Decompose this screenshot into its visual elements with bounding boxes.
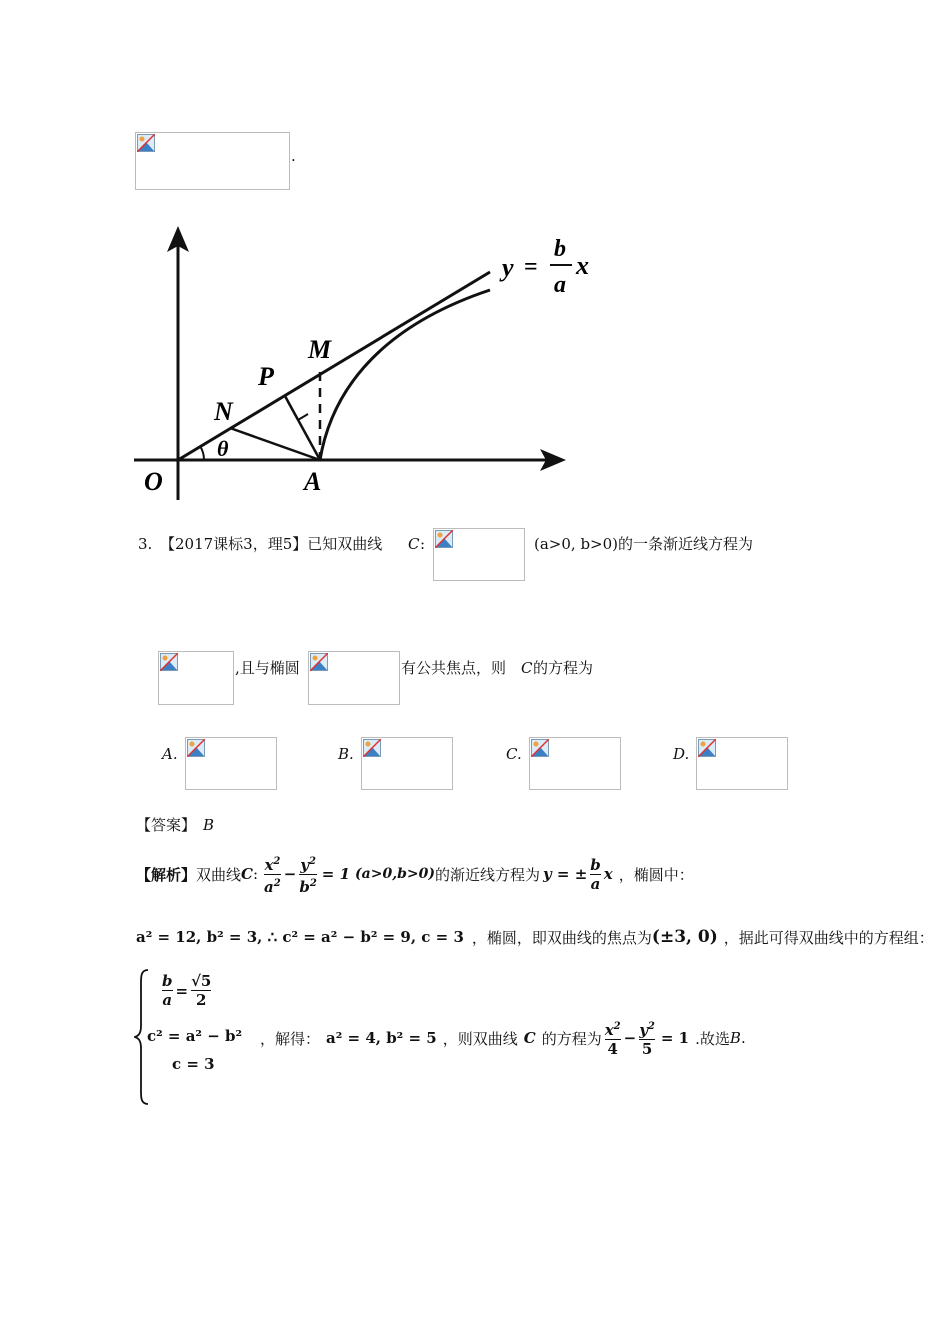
- x2-over-4: $\frac{x^2}{4}$: [604, 1021, 621, 1058]
- option-B-label: B.: [338, 745, 354, 763]
- label-O: O: [144, 467, 163, 496]
- analysis-condition: (a>0,b>0): [355, 866, 435, 882]
- label-equals: =: [524, 254, 538, 280]
- analysis-intro: 双曲线: [196, 865, 242, 884]
- option-D-label: D.: [673, 745, 690, 763]
- system-row-3: c = 3: [172, 1055, 215, 1073]
- broken-image-icon: [160, 653, 178, 671]
- question-line2-text1: ,且与椭圆: [235, 659, 300, 677]
- b-over-a: $\frac{b}{a}$: [590, 855, 601, 893]
- then-text: ，则双曲线: [442, 1029, 518, 1048]
- question-source: 【2017课标3，理5】已知双曲线: [160, 535, 383, 553]
- analysis-label: 【解析】: [136, 865, 197, 884]
- label-b: b: [554, 236, 566, 262]
- answer-label: 【答案】: [136, 816, 197, 834]
- question-colon: :: [420, 535, 426, 553]
- analysis-line-1: [136, 848, 694, 900]
- broken-image-icon: [698, 739, 716, 757]
- label-y: y: [502, 253, 514, 282]
- final-equals-one: = 1: [660, 1029, 690, 1047]
- option-C-label: C.: [506, 745, 522, 763]
- x2-over-a2: $\frac{x^2}{a^2}$: [264, 855, 281, 896]
- question-condition: (a>0, b>0)的一条渐近线方程为: [534, 535, 754, 553]
- hyperbola-equation-placeholder: [433, 528, 525, 581]
- question-number: 3.: [138, 535, 153, 553]
- question-line2-text3: 的方程为: [533, 659, 594, 677]
- sys-b-over-a: $\frac{b}{a}$: [162, 972, 173, 1009]
- analysis-solve-line: [260, 1012, 746, 1064]
- analysis-colon: :: [252, 865, 259, 883]
- label-theta: θ: [217, 436, 229, 461]
- question-line2-text2: 有公共焦点，则: [401, 659, 507, 677]
- analysis-line2-mid: ，椭圆，即双曲线的焦点为: [471, 928, 652, 947]
- minus-sign: −: [283, 865, 297, 883]
- ellipse-equation-placeholder: [308, 651, 400, 705]
- focus-coordinates: (±3, 0): [651, 927, 718, 947]
- formula-image-placeholder: [135, 132, 290, 190]
- label-a: a: [554, 272, 566, 298]
- asymptote-x: x: [603, 865, 613, 883]
- label-A: A: [304, 467, 322, 496]
- final-minus: −: [623, 1029, 637, 1047]
- y2-over-b2: $\frac{y^2}{b^2}$: [299, 855, 317, 896]
- option-A-placeholder: [185, 737, 277, 790]
- y2-over-5: $\frac{y^2}{5}$: [639, 1021, 655, 1058]
- option-B-placeholder: [361, 737, 453, 790]
- asymptote-equation-placeholder: [158, 651, 234, 705]
- analysis-mid: 的渐近线方程为: [434, 865, 540, 884]
- system-row-1: [162, 972, 211, 1009]
- broken-image-icon: [187, 739, 205, 757]
- label-N: N: [214, 397, 233, 426]
- broken-image-icon: [531, 739, 549, 757]
- system-row-2: c² = a² − b²: [147, 1027, 243, 1045]
- final-choice: B: [729, 1029, 741, 1047]
- option-C-placeholder: [529, 737, 621, 790]
- trailing-dot: .: [291, 147, 296, 165]
- broken-image-icon: [310, 653, 328, 671]
- question-line2-C: C: [521, 659, 533, 677]
- analysis-line2-math: a² = 12, b² = 3, ∴ c² = a² − b² = 9, c = 3: [136, 928, 464, 946]
- final-dot: .: [740, 1029, 746, 1047]
- solve-text: ，解得：: [260, 1029, 321, 1048]
- broken-image-icon: [363, 739, 381, 757]
- then-curve-C: C: [523, 1029, 536, 1047]
- option-D-placeholder: [696, 737, 788, 790]
- analysis-curve-C: C: [241, 865, 253, 883]
- question-curve-name: C: [408, 535, 420, 553]
- option-A-label: A.: [162, 745, 178, 763]
- label-M: M: [308, 335, 332, 364]
- sys-equals: =: [175, 981, 189, 1000]
- asymptote-y-pm: y = ±: [542, 865, 588, 883]
- broken-image-icon: [137, 134, 155, 152]
- label-P: P: [258, 362, 274, 391]
- final-end: .故选: [695, 1029, 730, 1048]
- broken-image-icon: [435, 530, 453, 548]
- label-x: x: [576, 251, 589, 280]
- equals-one: = 1: [321, 865, 351, 883]
- eq-text: 的方程为: [541, 1029, 602, 1048]
- sys-sqrt5-over-2: $\frac{√5}{2}$: [191, 972, 212, 1009]
- solve-math: a² = 4, b² = 5: [326, 1029, 437, 1047]
- analysis-line2-end: ，据此可得双曲线中的方程组：: [723, 928, 934, 947]
- answer-value: B: [203, 816, 215, 834]
- analysis-line-2: [136, 924, 934, 950]
- hyperbola-figure: [130, 220, 600, 510]
- analysis-line1-end: ，椭圆中：: [618, 865, 694, 884]
